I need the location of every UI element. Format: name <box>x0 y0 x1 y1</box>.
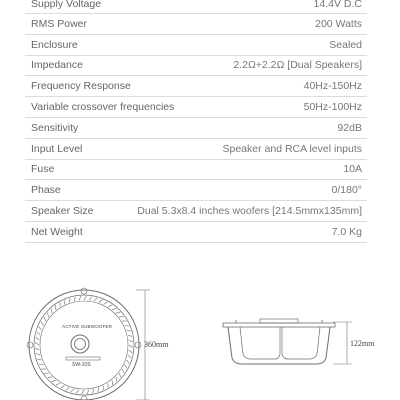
grille-fin <box>79 296 81 300</box>
spec-value: 40Hz-150Hz <box>303 80 362 93</box>
grille-fin <box>93 389 95 393</box>
grille-fin <box>116 377 117 382</box>
grille-fin <box>35 348 39 350</box>
spec-label: Net Weight <box>31 225 83 238</box>
grille-fin <box>37 332 40 335</box>
spec-value: Dual 5.3x8.4 inches woofers [214.5mmx135mm] <box>137 205 362 218</box>
technical-drawings <box>0 240 400 400</box>
grille-fin <box>37 359 42 360</box>
spec-label: Variable crossover frequencies <box>31 101 175 114</box>
spec-row-phase <box>25 180 367 201</box>
grille-fin <box>128 335 132 337</box>
spec-row-crossover <box>25 97 367 118</box>
grille-fin <box>47 313 49 317</box>
grille-fin <box>116 312 121 313</box>
grille-fin <box>128 355 131 358</box>
grille-fin <box>125 365 127 369</box>
grille-fin <box>48 377 53 378</box>
grille-fin <box>112 308 116 310</box>
spec-value: 2.2Ω+2.2Ω [Dual Speakers] <box>233 59 362 72</box>
grille-fin <box>35 343 39 345</box>
grille-fin <box>66 387 70 390</box>
grille-fin <box>74 297 76 301</box>
spec-label: Frequency Response <box>31 80 131 93</box>
spec-row-enclosure <box>25 35 367 56</box>
spec-label: Enclosure <box>31 38 78 51</box>
grille-fin <box>41 322 43 326</box>
spec-label: Supply Voltage <box>31 0 102 10</box>
grille-fin <box>55 305 56 310</box>
front-view-drawing <box>0 240 400 400</box>
grille-fin <box>61 386 65 388</box>
spec-row-speaker-size <box>25 201 367 222</box>
spec-label: Impedance <box>31 59 83 72</box>
spec-label: Phase <box>31 184 61 197</box>
spec-row-impedance <box>25 56 367 77</box>
front-dimension-label: 360mm <box>144 340 169 349</box>
spec-value: 50Hz-100Hz <box>303 101 362 114</box>
spec-row-frequency-response <box>25 76 367 97</box>
spec-value: 10A <box>343 163 362 176</box>
grille-fin <box>112 380 113 385</box>
grille-fin <box>56 383 60 385</box>
grille-fin <box>71 389 74 392</box>
grille-fin <box>129 350 133 353</box>
spec-label: Sensitivity <box>31 121 79 134</box>
grille-fin <box>94 298 97 301</box>
grille-fin <box>119 316 124 317</box>
grille-fin <box>87 390 89 394</box>
front-model-text: SW-10S <box>72 362 91 368</box>
spec-label: Speaker Size <box>31 205 94 218</box>
grille-fin <box>104 302 108 304</box>
grille-fin <box>108 305 112 307</box>
spec-value: 0/180° <box>331 184 362 197</box>
grille-fin <box>119 373 121 377</box>
grille-fin <box>82 390 84 394</box>
spec-label: Input Level <box>31 142 83 155</box>
grille-fin <box>98 387 99 392</box>
grille-fin <box>36 354 40 356</box>
spec-row-sensitivity <box>25 118 367 139</box>
spec-value: 92dB <box>337 121 362 134</box>
spec-table <box>25 0 367 243</box>
spec-label: RMS Power <box>31 17 88 30</box>
grille-fin <box>39 327 42 331</box>
spec-value: 7.0 Kg <box>331 225 362 238</box>
spec-row-fuse <box>25 160 367 181</box>
grille-fin <box>126 360 129 364</box>
spec-value: 14.4V D.C <box>313 0 362 10</box>
grille-fin <box>51 309 52 314</box>
grille-fin <box>52 380 56 382</box>
grille-fin <box>44 317 46 321</box>
grille-fin <box>126 330 131 331</box>
grille-fin <box>69 298 70 303</box>
grille-fin <box>44 373 49 374</box>
grille-fin <box>84 296 86 300</box>
spec-value: Speaker and RCA level inputs <box>222 142 362 155</box>
side-dimension-label: 122mm <box>350 339 375 348</box>
grille-fin <box>129 340 133 342</box>
spec-row-input-level <box>25 139 367 160</box>
spec-row-supply-voltage <box>25 0 367 14</box>
grille-fin <box>89 297 92 301</box>
grille-fin <box>122 369 124 373</box>
spec-label: Fuse <box>31 163 55 176</box>
grille-fin <box>36 337 40 340</box>
spec-value: 200 Watts <box>315 17 362 30</box>
front-badge-text: ACTIVE SUBWOOFER <box>62 324 113 329</box>
spec-row-rms-power <box>25 14 367 35</box>
spec-value: Sealed <box>329 38 362 51</box>
grille-fin <box>129 345 133 347</box>
grille-fin <box>99 300 103 303</box>
grille-fin <box>76 390 79 394</box>
